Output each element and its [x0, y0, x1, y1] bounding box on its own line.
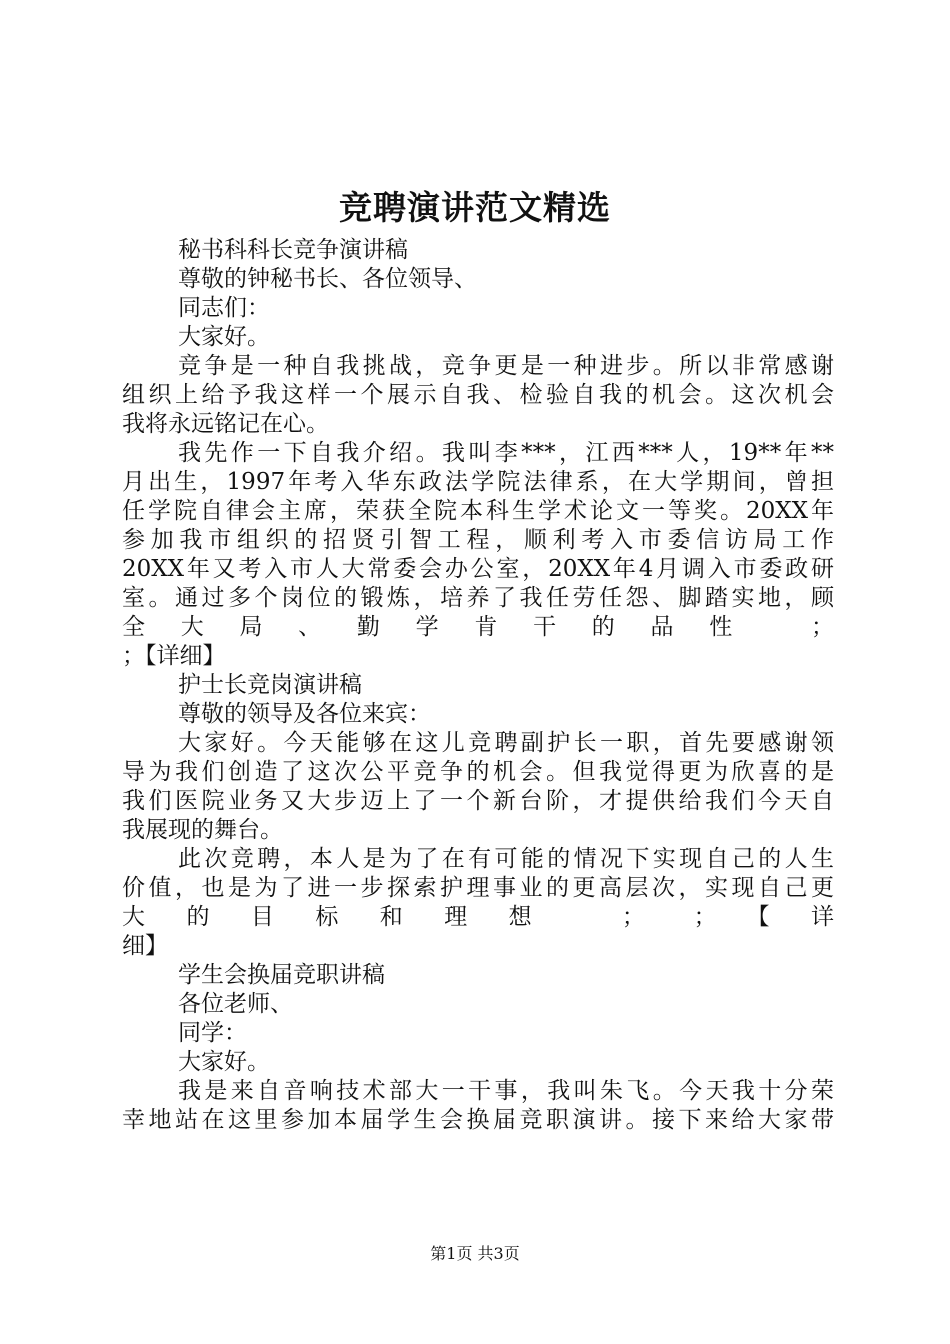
paragraph-line: 室。通过多个岗位的锻炼，培养了我任劳任怨、脚踏实地，顾	[122, 585, 834, 611]
detail-link[interactable]: ；【详细】	[122, 643, 226, 669]
section-heading: 秘书科科长竞争演讲稿	[178, 237, 408, 263]
salutation: 尊敬的钟秘书长、各位领导、	[178, 266, 477, 292]
paragraph-line: 大家好。今天能够在这儿竞聘副护长一职，首先要感谢领	[178, 730, 834, 756]
detail-link[interactable]: 大的目标和理想 ； ；【详	[122, 904, 834, 930]
paragraph-line: 此次竞聘，本人是为了在有可能的情况下实现自己的人生	[178, 846, 834, 872]
paragraph-line: 我展现的舞台。	[122, 817, 283, 843]
paragraph-line: 我将永远铭记在心。	[122, 411, 329, 437]
greeting: 大家好。	[178, 324, 270, 350]
paragraph-line: 我先作一下自我介绍。我叫李***，江西***人，19**年**	[178, 440, 834, 466]
paragraph-line: 参加我市组织的招贤引智工程，顺利考入市委信访局工作	[122, 527, 834, 553]
page-footer: 第1页 共3页	[430, 1244, 520, 1263]
greeting: 大家好。	[178, 1049, 270, 1075]
paragraph-line: 月出生，1997年考入华东政法学院法律系，在大学期间，曾担	[122, 469, 834, 495]
section-heading: 护士长竞岗演讲稿	[178, 672, 362, 698]
section-heading: 学生会换届竞职讲稿	[178, 962, 385, 988]
salutation: 尊敬的领导及各位来宾：	[178, 701, 431, 727]
detail-link[interactable]: 细】	[122, 933, 168, 959]
paragraph-line: 我们医院业务又大步迈上了一个新台阶，才提供给我们今天自	[122, 788, 834, 814]
paragraph-line: 组织上给予我这样一个展示自我、检验自我的机会。这次机会	[122, 382, 834, 408]
document-body	[122, 236, 834, 1135]
paragraph-line: 导为我们创造了这次公平竞争的机会。但我觉得更为欣喜的是	[122, 759, 834, 785]
paragraph-line: 幸地站在这里参加本届学生会换届竞职演讲。接下来给大家带	[122, 1107, 834, 1133]
paragraph-line: 竞争是一种自我挑战，竞争更是一种进步。所以非常感谢	[178, 353, 834, 379]
paragraph-line: 我是来自音响技术部大一干事，我叫朱飞。今天我十分荣	[178, 1078, 834, 1104]
salutation: 同志们：	[178, 295, 270, 321]
salutation: 同学：	[178, 1020, 247, 1046]
paragraph-line: 20XX年又考入市人大常委会办公室，20XX年4月调入市委政研	[122, 556, 834, 582]
salutation: 各位老师、	[178, 991, 293, 1017]
page-title: 竞聘演讲范文精选	[339, 188, 611, 227]
paragraph-line: 价值，也是为了进一步探索护理事业的更高层次，实现自己更	[122, 875, 834, 901]
paragraph-line: 全大局、勤学肯干的品性 ；	[122, 614, 834, 640]
paragraph-line: 任学院自律会主席，荣获全院本科生学术论文一等奖。20XX年	[122, 498, 834, 524]
